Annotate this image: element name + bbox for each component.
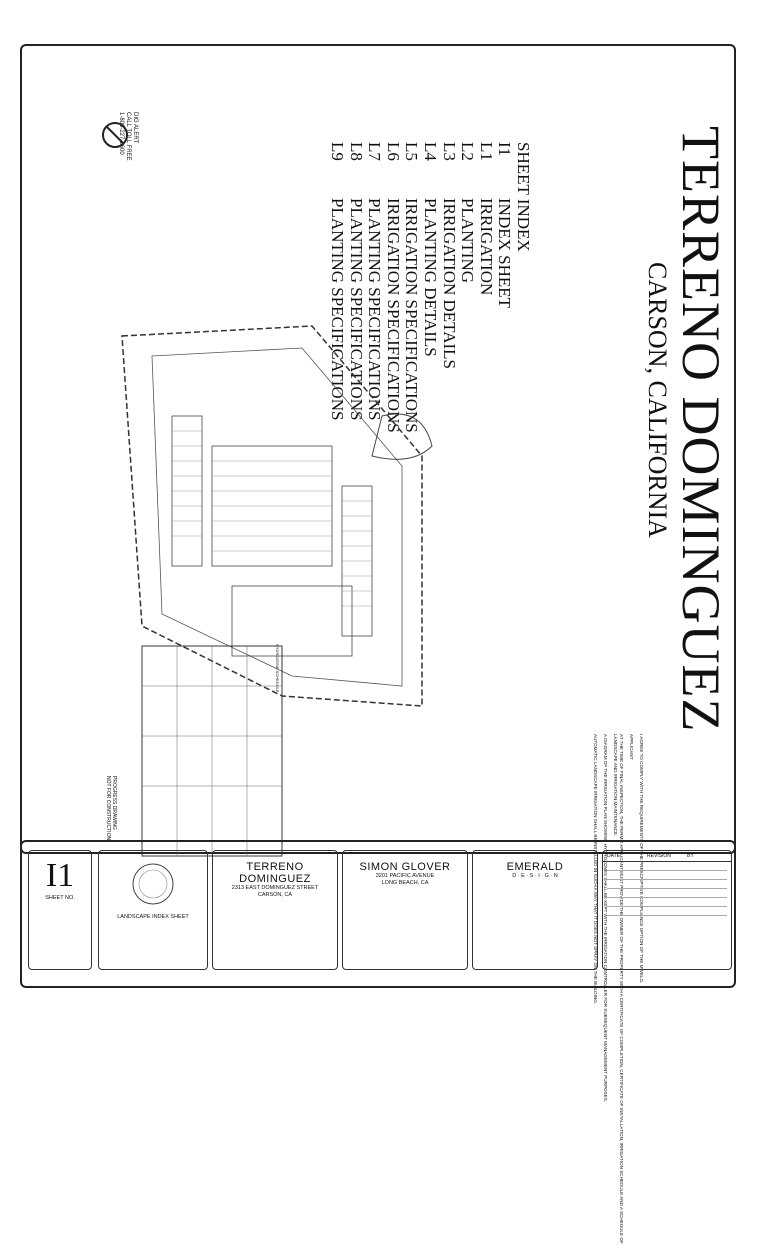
hydrozone-legend: HYDROZONE SCHEDULE bbox=[275, 644, 280, 693]
title-block bbox=[20, 840, 736, 988]
sheet-index-item: L9 PLANTING SPECIFICATIONS bbox=[328, 142, 348, 421]
architect-name: SIMON GLOVER bbox=[359, 861, 451, 873]
dig-alert-icon bbox=[100, 120, 130, 150]
revision-header: DATE REVISION BY bbox=[603, 851, 731, 862]
sheet-number: I1 bbox=[45, 857, 75, 894]
progress-stamp: PROGRESS DRAWING NOT FOR CONSTRUCTION bbox=[105, 776, 117, 841]
sheet-index-item: L3 IRRIGATION DETAILS bbox=[439, 142, 459, 369]
sheet-index-item: I1 INDEX SHEET bbox=[495, 142, 515, 309]
firm-box bbox=[472, 850, 598, 970]
seal-icon bbox=[128, 859, 178, 909]
sheet-index-item: L4 PLANTING DETAILS bbox=[421, 142, 441, 357]
sheet-index-item: L5 IRRIGATION SPECIFICATIONS bbox=[402, 142, 422, 433]
sheet-number-label: SHEET NO. bbox=[45, 895, 75, 901]
project-location: CARSON, CALIFORNIA bbox=[643, 262, 672, 538]
compliance-notes: I AGREE TO COMPLY WITH THE REQUIREMENTS OF THE PRESCRIPTIVE COMPLIANCE OPTION OF THE MWELO. APPLICANT AT THE TIME OF FINAL INSPECTION, THE PERMIT APPLICANT MUST PROVIDE THE OWNER OF THE PROPERTY WITH A CERTIFICATE OF COMPLETION, CERTIFICATE OF INSTALLATION, IRRIGATION SCHEDULE AND A SCHEDULE OF LANDSCAPE AND IRRIGATION MAINTENANCE. A DIAGRAM OF THE IRRIGATION PLAN SHOWING HYDROZONES SHALL BE KEPT WITH THE IRRIGATION CONTROLLER FOR SUBSEQUENT MANAGEMENT PURPOSES. AUTOMATIC LANDSCAPE IRRIGATION SHALL BE INSTALLED IN SUCH A WAY THAT IT DOES NOT SPRAY ON THE BUILDING. bbox=[593, 734, 644, 1244]
project-name: TERRENO DOMINGUEZ bbox=[239, 861, 311, 885]
architect-box bbox=[342, 850, 468, 970]
sheet-index-item: L8 PLANTING SPECIFICATIONS bbox=[346, 142, 366, 421]
dig-alert-note: DIG ALERT CALL TOLL FREE 1-800-227-2600 bbox=[118, 112, 138, 161]
sheet-index-item: L6 IRRIGATION SPECIFICATIONS bbox=[383, 142, 403, 433]
firm-name: EMERALD bbox=[506, 861, 564, 873]
project-address-1: 2313 EAST DOMINGUEZ STREET bbox=[231, 885, 319, 891]
sheet-index-item: L2 PLANTING bbox=[458, 142, 478, 283]
sheet-index-heading: SHEET INDEX bbox=[514, 142, 533, 252]
sheet-index-item: L7 PLANTING SPECIFICATIONS bbox=[365, 142, 385, 421]
project-title: TERRENO DOMINGUEZ bbox=[671, 126, 731, 733]
architect-address-2: LONG BEACH, CA bbox=[381, 879, 429, 886]
revision-box bbox=[602, 850, 732, 970]
firm-tagline: D · E · S · I · G · N bbox=[512, 873, 558, 879]
project-address-2: CARSON, CA bbox=[257, 891, 293, 898]
sheet-title: LANDSCAPE INDEX SHEET bbox=[117, 914, 189, 920]
seal-box bbox=[98, 850, 208, 970]
hydrozone-table bbox=[142, 646, 282, 856]
sheet-index-item: L1 IRRIGATION bbox=[476, 142, 496, 296]
project-box bbox=[212, 850, 338, 970]
architect-address-1: 3201 PACIFIC AVENUE bbox=[375, 873, 435, 879]
sheet-number-box bbox=[28, 850, 92, 970]
